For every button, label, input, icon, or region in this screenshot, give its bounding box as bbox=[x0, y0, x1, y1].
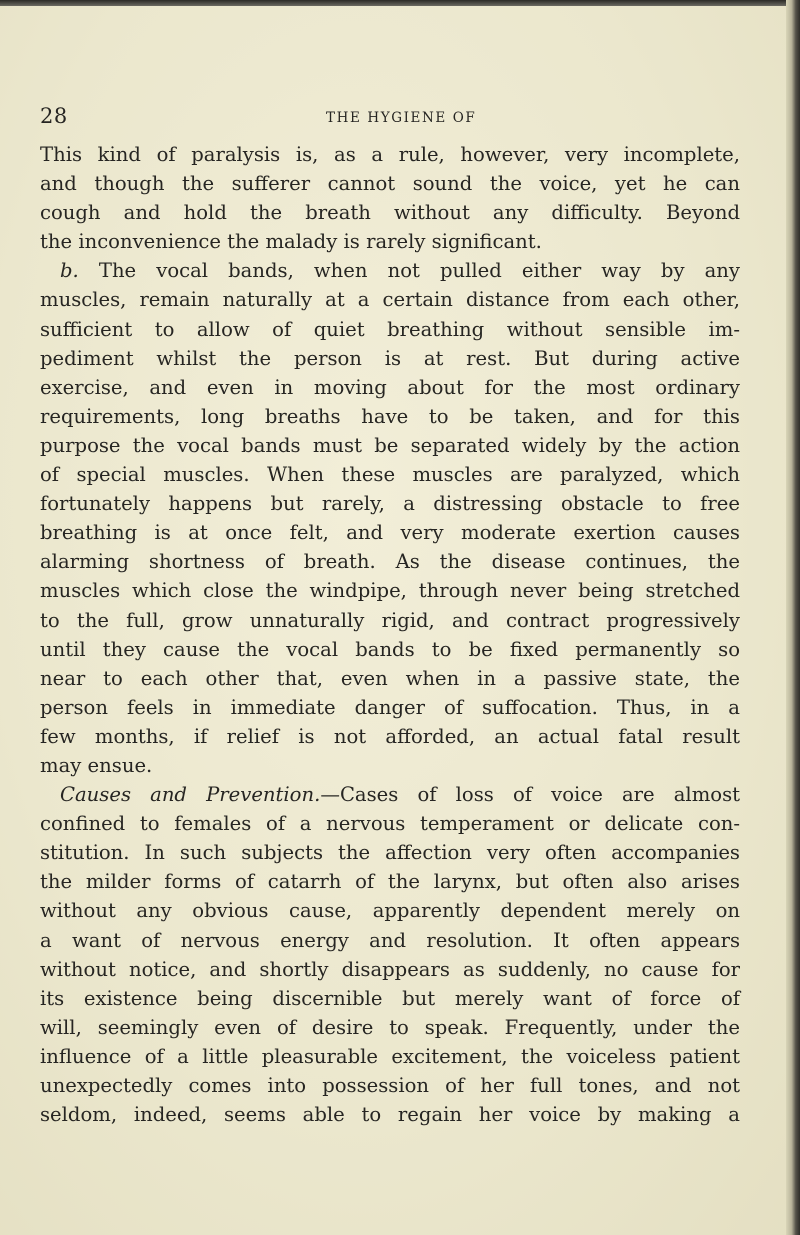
text-line: sufficient to allow of quiet breathing without sensible im- bbox=[40, 317, 740, 341]
text-line: breathing is at once felt, and very moderate exertion causes bbox=[40, 521, 740, 545]
text-line: few months, if relief is not afforded, an actual fatal result bbox=[40, 724, 740, 748]
text-line: muscles which close the windpipe, through never being stretched bbox=[40, 579, 740, 603]
text-line: purpose the vocal bands must be separated widely by the action bbox=[40, 433, 740, 457]
text-line: the milder forms of catarrh of the larynx, but often also arises bbox=[40, 870, 740, 894]
text-line: and though the sufferer cannot sound the voice, yet he can bbox=[40, 172, 740, 196]
text-line: of special muscles. When these muscles are paralyzed, which bbox=[40, 463, 740, 487]
text-line: fortunately happens but rarely, a distressing obstacle to free bbox=[40, 492, 740, 516]
text-line: person feels in immediate danger of suffocation. Thus, in a bbox=[40, 695, 740, 719]
text-line: may ensue. bbox=[40, 753, 153, 777]
running-head: THE HYGIENE OF bbox=[326, 110, 477, 126]
text-line: This kind of paralysis is, as a rule, however, very incomplete, bbox=[40, 143, 740, 166]
text-line: its existence being discernible but merely want of force of bbox=[40, 986, 740, 1010]
text-line: alarming shortness of breath. As the disease continues, the bbox=[40, 550, 740, 574]
text-line: b. The vocal bands, when not pulled either way by any bbox=[60, 259, 740, 283]
list-marker: b. bbox=[60, 259, 79, 283]
text-line: without notice, and shortly disappears as suddenly, no cause for bbox=[40, 957, 740, 981]
text-line: influence of a little pleasurable excitement, the voiceless patient bbox=[40, 1044, 740, 1068]
text-line: unexpectedly comes into possession of her full tones, and not bbox=[40, 1074, 740, 1097]
text-line: will, seemingly even of desire to speak. Frequently, under the bbox=[40, 1015, 740, 1039]
text-line: confined to females of a nervous temperament or delicate con- bbox=[40, 812, 740, 836]
binding-edge-shadow bbox=[786, 0, 800, 1235]
top-edge-shadow bbox=[0, 0, 790, 6]
text-line: seldom, indeed, seems able to regain her voice by making a bbox=[40, 1103, 740, 1127]
page-number: 28 bbox=[40, 104, 68, 128]
text-line: near to each other that, even when in a passive state, the bbox=[40, 666, 740, 690]
text-line: a want of nervous energy and resolution. It often appears bbox=[40, 928, 740, 952]
body-text bbox=[40, 140, 740, 1129]
text-line: muscles, remain naturally at a certain distance from each other, bbox=[40, 288, 740, 312]
text-line: until they cause the vocal bands to be fixed permanently so bbox=[40, 637, 740, 661]
section-heading: Causes and Prevention. bbox=[60, 783, 321, 807]
text-line: cough and hold the breath without any difficulty. Beyond bbox=[40, 201, 740, 225]
text-line: requirements, long breaths have to be taken, and for this bbox=[40, 404, 740, 428]
text-line: without any obvious cause, apparently dependent merely on bbox=[40, 899, 740, 923]
section-heading-line: Causes and Prevention.—Cases of loss of voice are almost bbox=[60, 783, 741, 807]
text-line: to the full, grow unnaturally rigid, and contract progressively bbox=[40, 608, 740, 632]
text-line: pediment whilst the person is at rest. But during active bbox=[40, 346, 740, 370]
text-line: exercise, and even in moving about for the most ordinary bbox=[40, 375, 740, 399]
text-line: the inconvenience the malady is rarely significant. bbox=[40, 230, 542, 254]
text-line: stitution. In such subjects the affection very often accompanies bbox=[40, 841, 740, 865]
